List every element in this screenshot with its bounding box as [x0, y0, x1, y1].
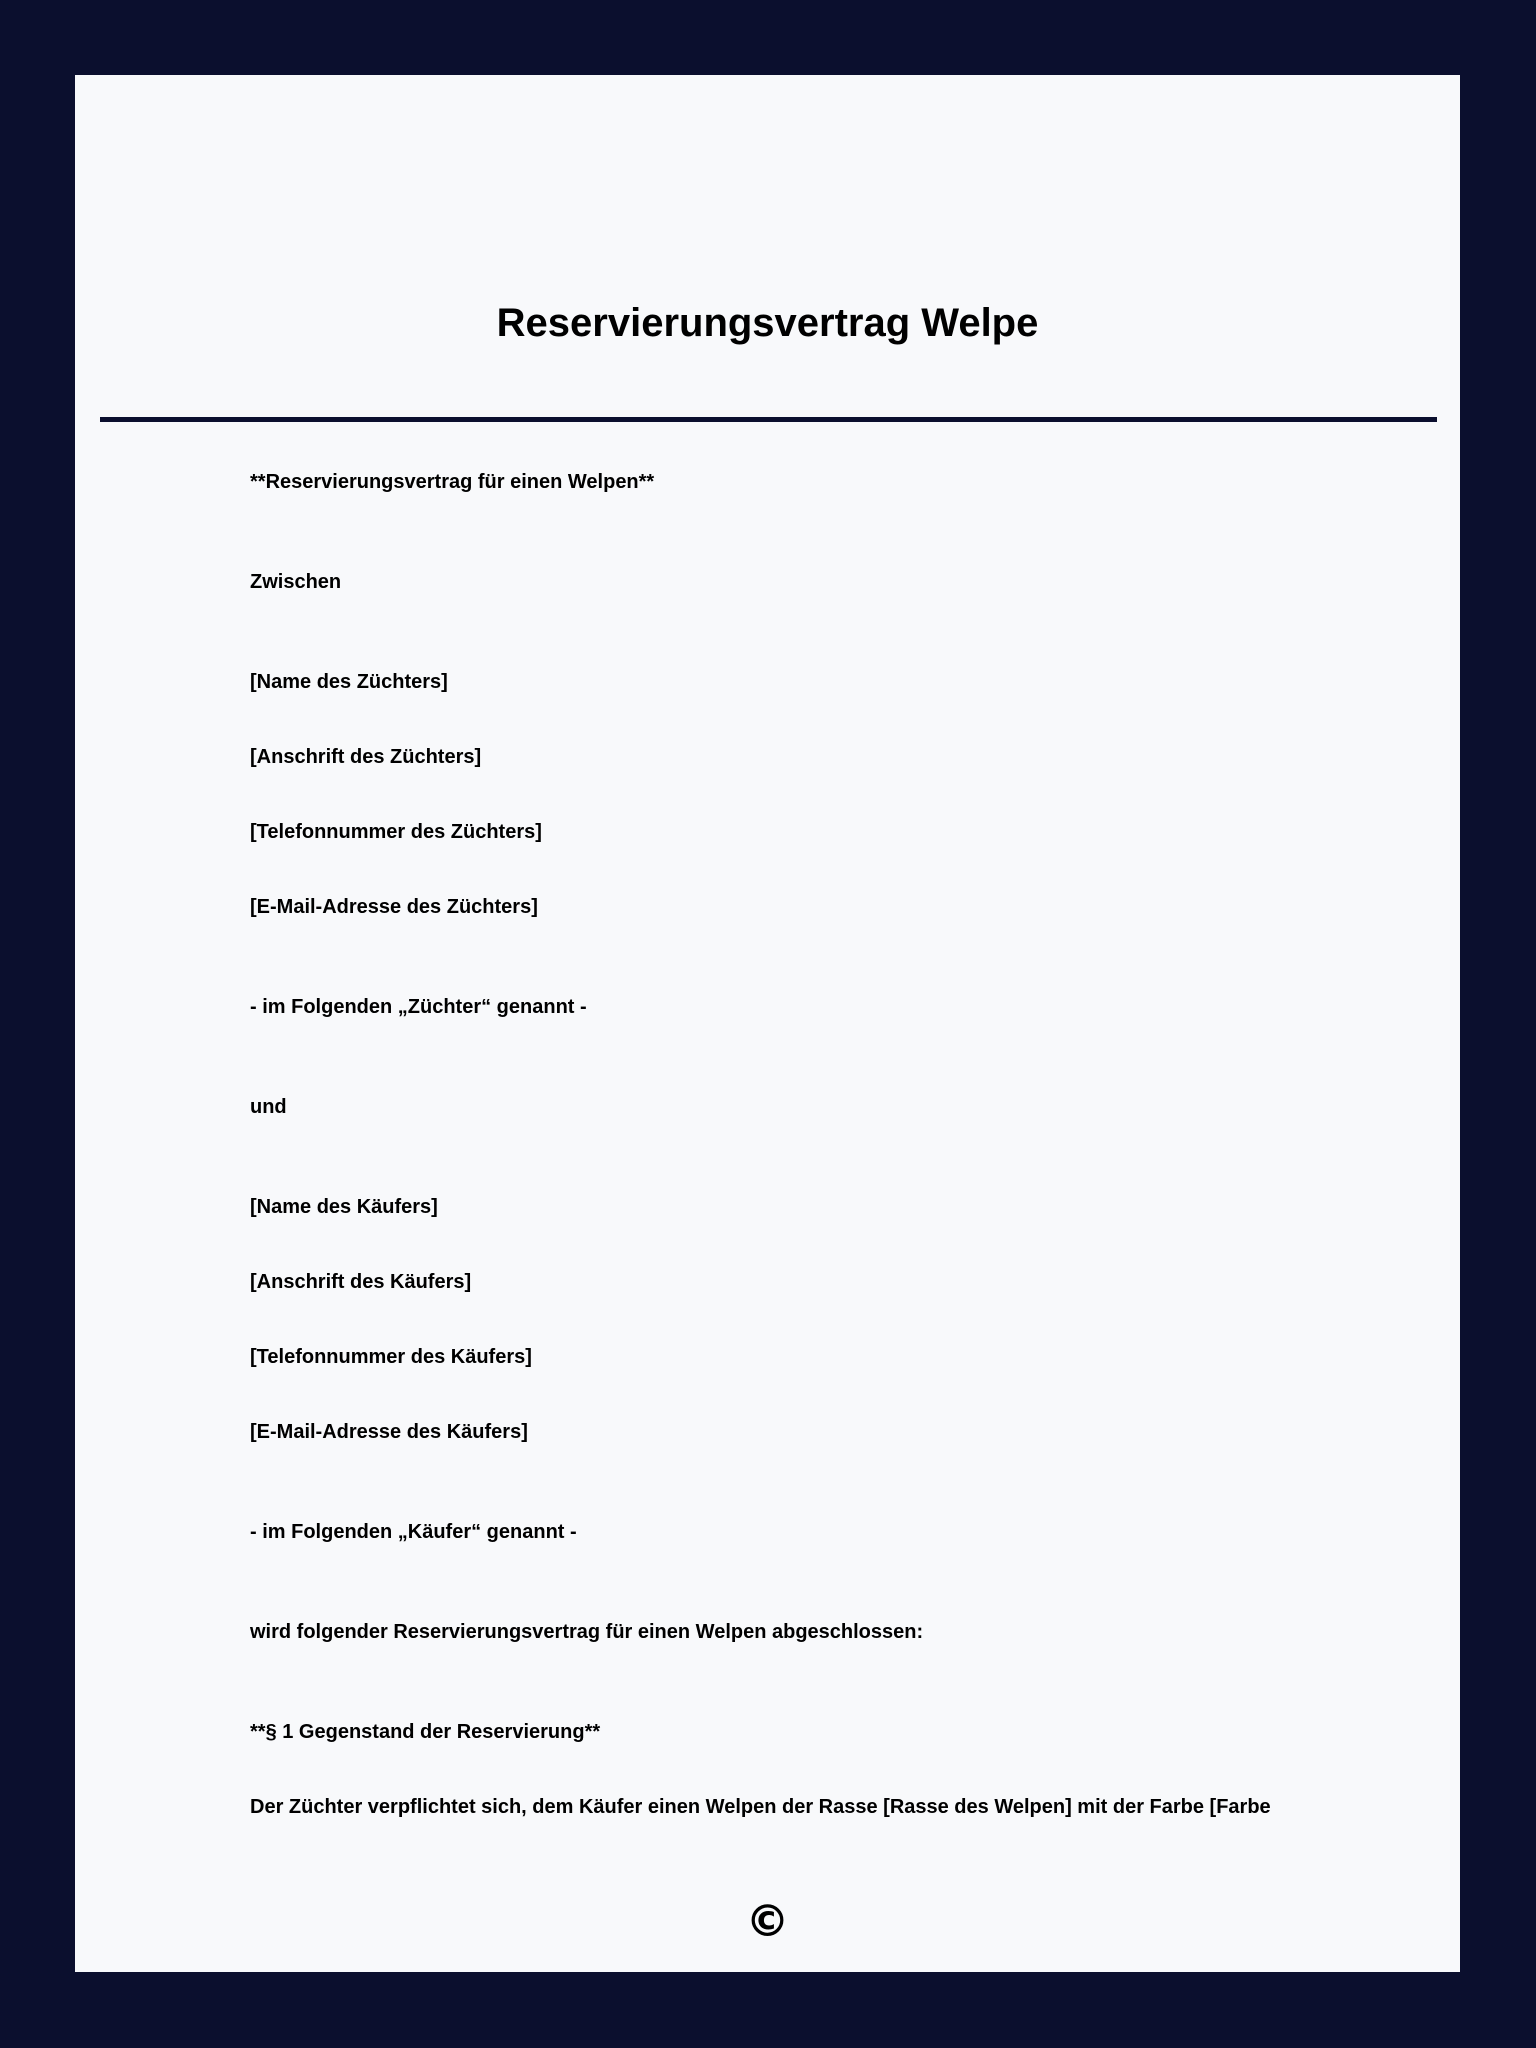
text-line: [Telefonnummer des Käufers]: [250, 1346, 532, 1368]
text-line: wird folgender Reservierungsvertrag für einen Welpen abgeschlossen:: [250, 1621, 924, 1643]
text-line: [E-Mail-Adresse des Käufers]: [250, 1421, 528, 1443]
text-line: [Name des Käufers]: [250, 1196, 438, 1218]
text-line: [Telefonnummer des Züchters]: [250, 821, 542, 843]
section-heading: **§ 1 Gegenstand der Reservierung**: [250, 1721, 601, 1743]
text-line: [Name des Züchters]: [250, 671, 448, 693]
text-line: [Anschrift des Käufers]: [250, 1271, 472, 1293]
text-line: Zwischen: [250, 571, 342, 593]
text-line: [Anschrift des Züchters]: [250, 746, 482, 768]
text-line: und: [250, 1096, 287, 1118]
text-line: - im Folgenden „Käufer“ genannt -: [250, 1521, 577, 1543]
text-line: Der Züchter verpflichtet sich, dem Käufer einen Welpen der Rasse [Rasse des Welpen] mit der Farbe [Farbe: [250, 1796, 1271, 1818]
document-page: [75, 75, 1460, 1972]
text-line: [E-Mail-Adresse des Züchters]: [250, 896, 538, 918]
contract-heading: **Reservierungsvertrag für einen Welpen**: [250, 471, 655, 493]
copyright-icon: ©: [745, 1896, 790, 1947]
title-divider: [100, 417, 1437, 422]
text-line: - im Folgenden „Züchter“ genannt -: [250, 996, 587, 1018]
document-title: Reservierungsvertrag Welpe: [496, 301, 1039, 345]
